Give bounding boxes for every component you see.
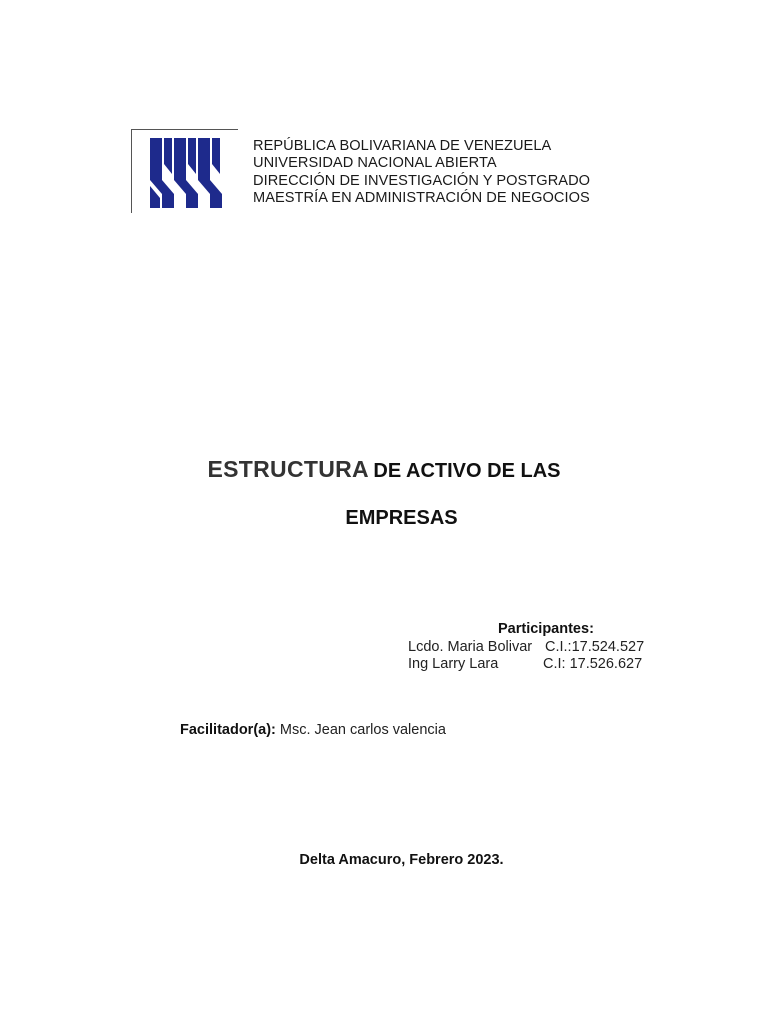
participant-id: C.I: 17.526.627 bbox=[543, 656, 643, 672]
facilitator-line bbox=[180, 722, 446, 738]
facilitator-label: Facilitador(a): bbox=[180, 722, 276, 738]
participant-id: C.I.:17.524.527 bbox=[545, 639, 645, 655]
title-rest-line1: DE ACTIVO DE LAS bbox=[373, 460, 561, 482]
title-line2: EMPRESAS bbox=[345, 507, 458, 529]
header-line-republic: REPÚBLICA BOLIVARIANA DE VENEZUELA bbox=[253, 138, 552, 154]
logo-frame bbox=[131, 129, 238, 213]
header-line-masters: MAESTRÍA EN ADMINISTRACIÓN DE NEGOCIOS bbox=[253, 189, 590, 206]
university-logo-icon bbox=[148, 134, 230, 212]
institution-header bbox=[253, 138, 590, 207]
facilitator-name: Msc. Jean carlos valencia bbox=[279, 722, 446, 738]
participant-name: Ing Larry Lara bbox=[408, 656, 499, 672]
participant-name: Lcdo. Maria Bolivar bbox=[408, 639, 533, 655]
header-line-university: UNIVERSIDAD NACIONAL ABIERTA bbox=[253, 155, 497, 172]
document-title bbox=[0, 456, 768, 483]
place-date: Delta Amacuro, Febrero 2023. bbox=[299, 852, 504, 868]
title-word-large: ESTRUCTURA bbox=[207, 456, 369, 482]
header-line-direction: DIRECCIÓN DE INVESTIGACIÓN Y POSTGRADO bbox=[253, 172, 591, 189]
participants-label: Participantes: bbox=[498, 621, 594, 637]
